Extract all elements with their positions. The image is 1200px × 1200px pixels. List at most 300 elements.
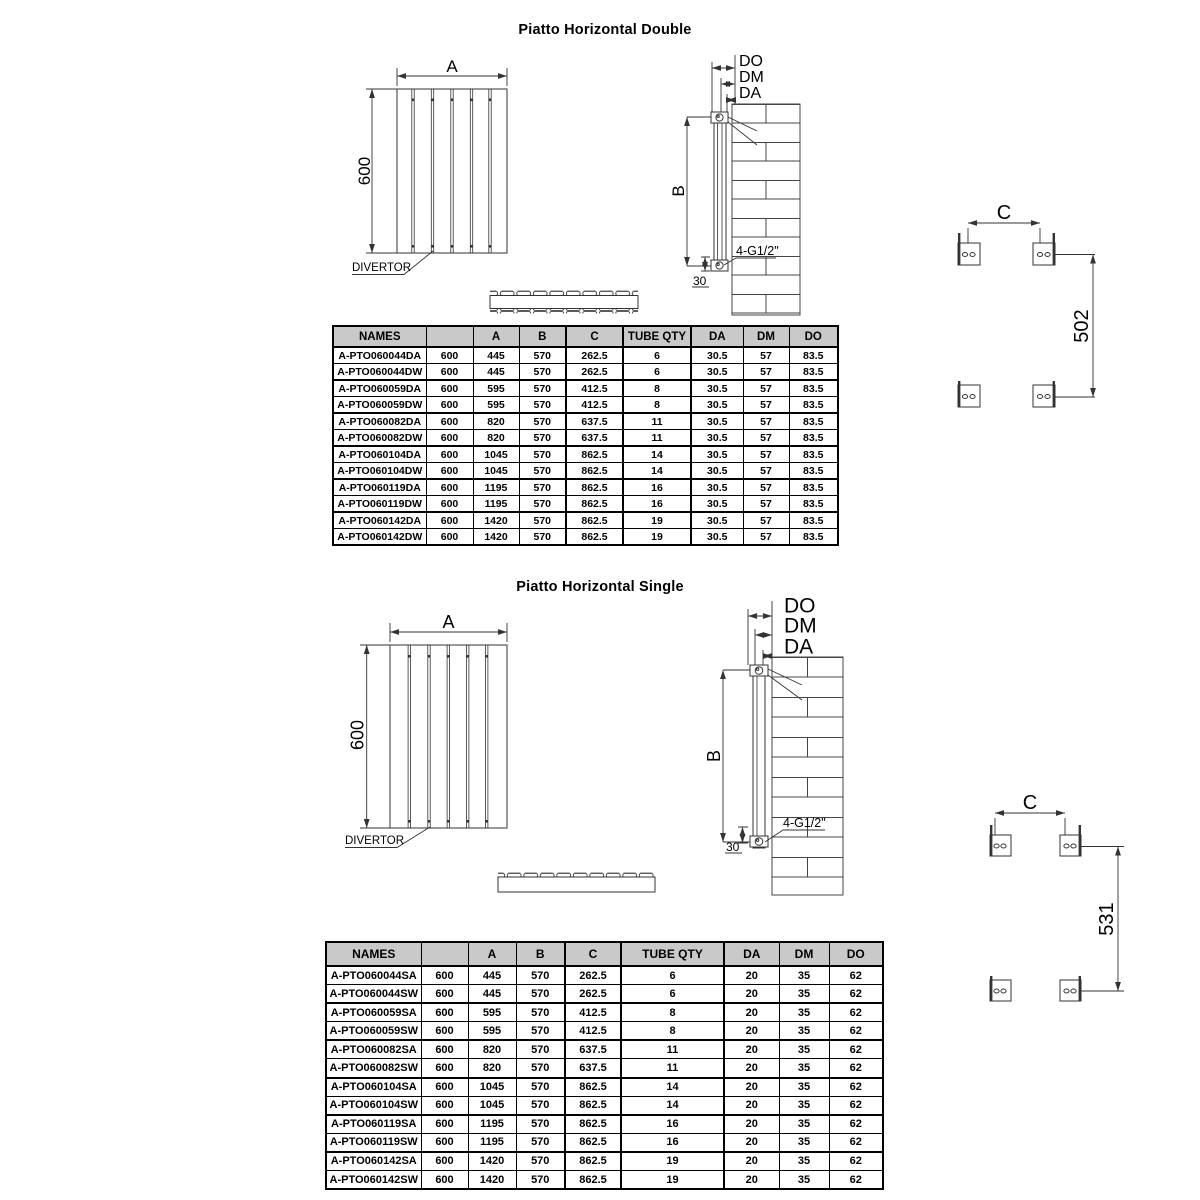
table-cell: 62: [829, 1078, 883, 1097]
table-cell: 16: [621, 1115, 724, 1134]
table-row: [333, 380, 838, 397]
table-cell: 412.5: [565, 1022, 621, 1041]
table-cell: 862.5: [566, 496, 623, 513]
table-cell: 862.5: [565, 1115, 621, 1134]
table-cell: 83.5: [789, 529, 838, 546]
double-front-view-drawing: [340, 55, 525, 295]
table-cell: 862.5: [565, 1078, 621, 1097]
col-header-da: DA: [724, 942, 779, 966]
table-cell: 6: [623, 347, 691, 364]
table-cell: 8: [623, 380, 691, 397]
table-cell: A-PTO060082DW: [333, 430, 426, 447]
table-cell: 57: [743, 397, 789, 414]
table-cell: 20: [724, 1078, 779, 1097]
table-cell: A-PTO060104SW: [326, 1096, 421, 1115]
table-row: [333, 512, 838, 529]
slat-row-top: [490, 291, 638, 296]
table-cell: 16: [623, 496, 691, 513]
col-header-a: A: [473, 326, 519, 347]
table-cell: 1195: [473, 479, 519, 496]
col-header-a: A: [468, 942, 516, 966]
table-cell: 445: [468, 966, 516, 985]
table-cell: 11: [621, 1040, 724, 1059]
col-header-da: DA: [691, 326, 743, 347]
thread-label: 4-G1/2": [736, 244, 779, 258]
col-header-c: C: [566, 326, 623, 347]
table-cell: 820: [468, 1040, 516, 1059]
table-cell: 20: [724, 1152, 779, 1171]
table-cell: 600: [421, 1171, 468, 1190]
table-cell: 600: [426, 380, 473, 397]
table-cell: A-PTO060104DA: [333, 446, 426, 463]
mounting-brackets: [958, 233, 1055, 407]
table-cell: 262.5: [566, 364, 623, 381]
table-cell: 83.5: [789, 463, 838, 480]
table-cell: 35: [779, 1040, 829, 1059]
table-cell: 570: [519, 479, 566, 496]
dim-label-b: B: [669, 185, 688, 197]
table-header-row: [326, 942, 883, 966]
table-cell: 62: [829, 1096, 883, 1115]
table-cell: 412.5: [566, 397, 623, 414]
table-cell: 570: [519, 463, 566, 480]
table-cell: 30.5: [691, 479, 743, 496]
table-cell: 570: [516, 1078, 565, 1097]
col-header-dm: DM: [779, 942, 829, 966]
table-row: [326, 1003, 883, 1022]
table-row: [333, 446, 838, 463]
table-cell: A-PTO060119DA: [333, 479, 426, 496]
table-cell: A-PTO060082SW: [326, 1059, 421, 1078]
table-cell: 57: [743, 496, 789, 513]
table-cell: 83.5: [789, 496, 838, 513]
table-cell: 570: [516, 1115, 565, 1134]
table-cell: 57: [743, 529, 789, 546]
wall-section: [732, 104, 800, 315]
table-cell: 600: [421, 1040, 468, 1059]
table-cell: 35: [779, 1152, 829, 1171]
table-cell: 14: [623, 446, 691, 463]
table-cell: 570: [516, 1133, 565, 1152]
table-cell: 20: [724, 1171, 779, 1190]
table-cell: 6: [621, 985, 724, 1004]
table-cell: 600: [426, 512, 473, 529]
single-spec-table: [325, 941, 884, 1190]
table-cell: 30.5: [691, 512, 743, 529]
table-cell: 570: [516, 1171, 565, 1190]
table-cell: 262.5: [566, 347, 623, 364]
table-row: [333, 479, 838, 496]
table-cell: 600: [426, 413, 473, 430]
table-cell: 600: [426, 479, 473, 496]
table-cell: 35: [779, 1096, 829, 1115]
table-cell: 595: [468, 1022, 516, 1041]
table-cell: 570: [519, 512, 566, 529]
table-cell: 570: [519, 413, 566, 430]
table-cell: 1195: [468, 1115, 516, 1134]
single-bracket-detail-drawing: [975, 780, 1135, 1015]
table-cell: 35: [779, 1022, 829, 1041]
table-cell: 600: [426, 496, 473, 513]
table-cell: 412.5: [566, 380, 623, 397]
table-cell: 19: [621, 1171, 724, 1190]
table-cell: 62: [829, 1171, 883, 1190]
table-cell: 35: [779, 1059, 829, 1078]
table-cell: 862.5: [566, 446, 623, 463]
table-cell: 57: [743, 446, 789, 463]
table-cell: 600: [421, 1003, 468, 1022]
table-cell: 30.5: [691, 364, 743, 381]
single-side-view-drawing: [700, 595, 860, 907]
table-cell: 35: [779, 1133, 829, 1152]
table-cell: 570: [516, 1040, 565, 1059]
table-cell: 600: [426, 529, 473, 546]
table-row: [326, 985, 883, 1004]
table-cell: 1195: [473, 496, 519, 513]
table-cell: 820: [473, 430, 519, 447]
table-cell: 30.5: [691, 380, 743, 397]
table-row: [333, 413, 838, 430]
table-cell: 20: [724, 1003, 779, 1022]
table-cell: 35: [779, 1115, 829, 1134]
table-cell: 600: [421, 1115, 468, 1134]
table-cell: A-PTO060142SW: [326, 1171, 421, 1190]
table-cell: 30.5: [691, 496, 743, 513]
table-cell: A-PTO060119DW: [333, 496, 426, 513]
bottom-view-body: [498, 877, 655, 892]
col-header-b: B: [519, 326, 566, 347]
table-cell: 862.5: [565, 1096, 621, 1115]
table-row: [333, 496, 838, 513]
table-row: [326, 1022, 883, 1041]
table-cell: 600: [426, 463, 473, 480]
table-cell: 600: [421, 985, 468, 1004]
table-cell: A-PTO060059SW: [326, 1022, 421, 1041]
panel-rivets: [408, 655, 488, 823]
table-cell: 570: [519, 529, 566, 546]
table-cell: 595: [473, 397, 519, 414]
table-cell: 57: [743, 364, 789, 381]
table-cell: 83.5: [789, 397, 838, 414]
table-cell: 1420: [468, 1152, 516, 1171]
table-header-row: [333, 326, 838, 347]
table-cell: 30.5: [691, 446, 743, 463]
table-cell: 862.5: [566, 463, 623, 480]
dim-label-height-600: 600: [355, 156, 374, 186]
table-cell: 57: [743, 430, 789, 447]
table-cell: 570: [519, 347, 566, 364]
table-cell: 14: [621, 1078, 724, 1097]
table-cell: 8: [621, 1022, 724, 1041]
table-cell: 1420: [473, 512, 519, 529]
table-cell: 62: [829, 966, 883, 985]
table-cell: 1045: [473, 446, 519, 463]
dim-label-width-a: A: [442, 612, 455, 632]
table-cell: 83.5: [789, 413, 838, 430]
table-cell: A-PTO060119SA: [326, 1115, 421, 1134]
table-cell: 62: [829, 1152, 883, 1171]
table-row: [333, 364, 838, 381]
table-cell: 83.5: [789, 479, 838, 496]
table-cell: 600: [421, 1022, 468, 1041]
dim-label-502: 502: [1071, 309, 1093, 343]
table-cell: 62: [829, 985, 883, 1004]
double-bracket-detail-drawing: [945, 195, 1110, 410]
table-cell: 820: [468, 1059, 516, 1078]
table-cell: 62: [829, 1022, 883, 1041]
table-row: [326, 1171, 883, 1190]
dim-label-531: 531: [1096, 902, 1118, 936]
col-header-tube-qty: TUBE QTY: [621, 942, 724, 966]
col-header-c: C: [565, 942, 621, 966]
table-cell: 35: [779, 985, 829, 1004]
table-row: [333, 529, 838, 546]
section-title-double: Piatto Horizontal Double: [518, 22, 692, 38]
table-cell: 20: [724, 966, 779, 985]
table-cell: A-PTO060104DW: [333, 463, 426, 480]
table-cell: 862.5: [565, 1152, 621, 1171]
table-cell: 570: [516, 966, 565, 985]
table-cell: 11: [623, 430, 691, 447]
table-row: [326, 966, 883, 985]
table-cell: 600: [421, 1059, 468, 1078]
table-cell: 862.5: [566, 512, 623, 529]
table-cell: A-PTO060142DW: [333, 529, 426, 546]
table-row: [326, 1078, 883, 1097]
table-cell: 637.5: [565, 1040, 621, 1059]
table-cell: 57: [743, 512, 789, 529]
table-cell: 862.5: [566, 479, 623, 496]
table-cell: 1195: [468, 1133, 516, 1152]
table-cell: A-PTO060082SA: [326, 1040, 421, 1059]
table-cell: 57: [743, 463, 789, 480]
section-title-single: Piatto Horizontal Single: [516, 579, 684, 595]
table-cell: 570: [519, 380, 566, 397]
table-cell: 30.5: [691, 529, 743, 546]
table-row: [333, 397, 838, 414]
table-cell: 83.5: [789, 430, 838, 447]
table-row: [333, 347, 838, 364]
table-cell: 262.5: [565, 966, 621, 985]
table-cell: 62: [829, 1040, 883, 1059]
table-cell: 16: [623, 479, 691, 496]
table-row: [326, 1096, 883, 1115]
table-cell: 6: [621, 966, 724, 985]
table-cell: 570: [516, 1022, 565, 1041]
table-cell: 19: [621, 1152, 724, 1171]
table-cell: 1045: [473, 463, 519, 480]
dim-label-30: 30: [726, 840, 740, 854]
dimension-lines: [352, 68, 507, 275]
table-cell: 35: [779, 1078, 829, 1097]
table-cell: 600: [426, 446, 473, 463]
table-cell: 30.5: [691, 430, 743, 447]
dim-label-c: C: [1022, 792, 1038, 814]
table-cell: 57: [743, 413, 789, 430]
table-cell: 412.5: [565, 1003, 621, 1022]
dim-label-do: DO: [784, 595, 816, 618]
table-cell: 600: [421, 1078, 468, 1097]
front-panel-outline: [390, 645, 507, 828]
table-row: [333, 463, 838, 480]
table-cell: 20: [724, 985, 779, 1004]
table-cell: 11: [623, 413, 691, 430]
table-cell: 83.5: [789, 364, 838, 381]
table-cell: 62: [829, 1115, 883, 1134]
col-header-dm: DM: [743, 326, 789, 347]
table-row: [326, 1059, 883, 1078]
table-cell: 600: [421, 1133, 468, 1152]
table-cell: 637.5: [565, 1059, 621, 1078]
table-cell: 83.5: [789, 446, 838, 463]
double-spec-table: [332, 325, 839, 546]
table-cell: 445: [473, 347, 519, 364]
table-cell: 445: [473, 364, 519, 381]
table-cell: 6: [623, 364, 691, 381]
table-cell: 14: [623, 463, 691, 480]
dim-label-b: B: [704, 749, 724, 763]
dimension-lines: [345, 623, 507, 848]
dim-label-height-600: 600: [347, 719, 368, 751]
bottom-view-body: [490, 296, 638, 309]
col-header-b: B: [516, 942, 565, 966]
table-cell: 570: [519, 397, 566, 414]
table-cell: 820: [473, 413, 519, 430]
table-cell: 19: [623, 529, 691, 546]
table-row: [326, 1133, 883, 1152]
divertor-label: DIVERTOR: [352, 262, 412, 274]
dim-label-c: C: [996, 202, 1012, 224]
table-cell: A-PTO060044SA: [326, 966, 421, 985]
table-cell: A-PTO060104SA: [326, 1078, 421, 1097]
wall-section: [772, 657, 843, 895]
table-cell: 35: [779, 1171, 829, 1190]
table-cell: 19: [623, 512, 691, 529]
dim-label-30: 30: [693, 274, 707, 288]
table-cell: 600: [426, 430, 473, 447]
table-cell: 20: [724, 1059, 779, 1078]
dim-label-da: DA: [784, 635, 814, 659]
table-cell: 30.5: [691, 397, 743, 414]
dim-label-da: DA: [739, 85, 762, 102]
table-cell: 1420: [468, 1171, 516, 1190]
table-cell: 62: [829, 1003, 883, 1022]
dim-label-width-a: A: [446, 57, 458, 76]
col-header-blank: [426, 326, 473, 347]
table-cell: 595: [473, 380, 519, 397]
table-cell: 637.5: [566, 413, 623, 430]
table-row: [326, 1115, 883, 1134]
table-cell: 862.5: [566, 529, 623, 546]
table-cell: 8: [621, 1003, 724, 1022]
col-header-do: DO: [789, 326, 838, 347]
table-cell: 570: [516, 1003, 565, 1022]
table-cell: 57: [743, 347, 789, 364]
table-cell: 862.5: [565, 1171, 621, 1190]
table-cell: 83.5: [789, 380, 838, 397]
divertor-label: DIVERTOR: [345, 835, 405, 847]
table-cell: A-PTO060044DA: [333, 347, 426, 364]
table-cell: 1045: [468, 1078, 516, 1097]
table-cell: A-PTO060044SW: [326, 985, 421, 1004]
front-panel-outline: [397, 89, 507, 253]
table-cell: 570: [516, 1059, 565, 1078]
table-row: [326, 1152, 883, 1171]
table-cell: 35: [779, 1003, 829, 1022]
table-cell: A-PTO060044DW: [333, 364, 426, 381]
table-cell: 600: [426, 347, 473, 364]
table-cell: 600: [426, 364, 473, 381]
table-cell: 14: [621, 1096, 724, 1115]
table-cell: 862.5: [565, 1133, 621, 1152]
dim-label-dm: DM: [739, 69, 764, 86]
table-cell: 35: [779, 966, 829, 985]
table-cell: A-PTO060059SA: [326, 1003, 421, 1022]
table-cell: 20: [724, 1040, 779, 1059]
double-bottom-view-drawing: [483, 286, 648, 316]
table-cell: 20: [724, 1115, 779, 1134]
table-cell: 62: [829, 1133, 883, 1152]
table-cell: 595: [468, 1003, 516, 1022]
single-bottom-view-drawing: [490, 863, 665, 897]
table-cell: 637.5: [566, 430, 623, 447]
table-cell: 62: [829, 1059, 883, 1078]
double-side-view-drawing: [660, 50, 810, 320]
table-cell: 570: [519, 430, 566, 447]
table-row: [333, 430, 838, 447]
radiator-side-profile: [711, 112, 728, 271]
table-cell: 57: [743, 479, 789, 496]
table-cell: 600: [421, 1152, 468, 1171]
table-cell: 30.5: [691, 463, 743, 480]
col-header-names: NAMES: [326, 942, 421, 966]
single-front-view-drawing: [335, 608, 520, 858]
radiator-side-profile: [750, 665, 768, 848]
table-cell: 8: [623, 397, 691, 414]
table-cell: A-PTO060142DA: [333, 512, 426, 529]
thread-label: 4-G1/2": [783, 816, 826, 830]
table-cell: 600: [426, 397, 473, 414]
table-cell: 1045: [468, 1096, 516, 1115]
table-cell: 570: [519, 364, 566, 381]
table-cell: A-PTO060142SA: [326, 1152, 421, 1171]
table-cell: 30.5: [691, 347, 743, 364]
col-header-tube-qty: TUBE QTY: [623, 326, 691, 347]
table-cell: 445: [468, 985, 516, 1004]
table-cell: 570: [519, 496, 566, 513]
panel-rivets: [412, 99, 492, 248]
table-cell: A-PTO060059DW: [333, 397, 426, 414]
table-row: [326, 1040, 883, 1059]
table-cell: 11: [621, 1059, 724, 1078]
dim-label-dm: DM: [784, 614, 817, 638]
table-cell: 16: [621, 1133, 724, 1152]
table-cell: A-PTO060059DA: [333, 380, 426, 397]
table-cell: 20: [724, 1133, 779, 1152]
table-cell: 20: [724, 1096, 779, 1115]
table-cell: A-PTO060082DA: [333, 413, 426, 430]
col-header-do: DO: [829, 942, 883, 966]
table-cell: 600: [421, 1096, 468, 1115]
slat-row-bottom: [490, 309, 638, 314]
dim-label-do: DO: [739, 53, 763, 70]
table-cell: 30.5: [691, 413, 743, 430]
mounting-brackets: [990, 825, 1081, 1001]
table-cell: 1420: [473, 529, 519, 546]
table-cell: A-PTO060119SW: [326, 1133, 421, 1152]
table-cell: 57: [743, 380, 789, 397]
table-cell: 570: [516, 985, 565, 1004]
